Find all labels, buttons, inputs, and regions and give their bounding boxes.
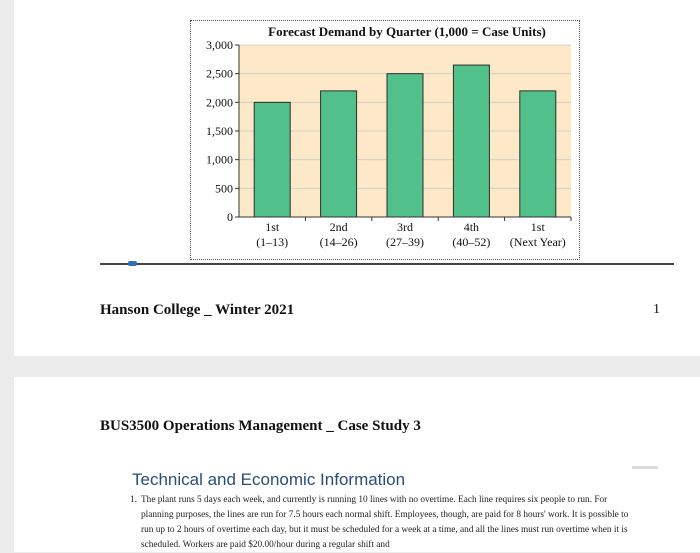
bar xyxy=(520,91,556,217)
section-heading: Technical and Economic Information xyxy=(132,470,406,489)
list-item xyxy=(132,493,632,553)
chart-title: Forecast Demand by Quarter (1,000 = Case Units) xyxy=(268,24,546,39)
x-tick-label: 3rd xyxy=(397,220,413,234)
y-tick-label: 3,000 xyxy=(206,38,233,52)
x-tick-label: 4th xyxy=(463,220,480,234)
x-tick-label: (Next Year) xyxy=(509,235,566,249)
x-tick-label: (14–26) xyxy=(319,235,358,249)
bar xyxy=(254,102,290,217)
x-axis xyxy=(239,217,571,249)
bar-chart-svg xyxy=(191,21,581,261)
x-tick-label: (40–52) xyxy=(452,235,491,249)
footer-divider xyxy=(100,263,674,265)
comment-tab xyxy=(632,466,658,469)
forecast-demand-chart xyxy=(190,20,580,260)
bar xyxy=(453,65,489,217)
x-tick-label: (27–39) xyxy=(386,235,424,249)
y-tick-label: 1,000 xyxy=(206,152,233,167)
y-tick-label: 0 xyxy=(227,210,233,224)
x-tick-label: 1st xyxy=(530,220,545,234)
course-title: BUS3500 Operations Management _ Case Study 3 xyxy=(100,418,421,434)
y-tick-label: 500 xyxy=(215,181,233,196)
page-number: 1 xyxy=(653,302,660,317)
footer-course-term: Hanson College _ Winter 2021 xyxy=(100,302,295,318)
list-item-text: The plant runs 5 days each week, and currently is running 10 lines with no overtime. Each line requires six people to run. For planning purposes, the lines are run for 7.5 hours each normal shift. Employees, though, are paid for 8 hours' work. It is possible to run up to 2 hours of overtime each day, but it must be scheduled for a week at a time, and all the lines must run overtime when it is scheduled. Workers are paid $20.00/hour during a regular shift and xyxy=(141,495,629,550)
x-tick-label: 1st xyxy=(265,220,280,234)
list-item-number: 1. xyxy=(130,495,137,505)
y-tick-label: 2,500 xyxy=(206,66,233,81)
document-page-1 xyxy=(14,0,700,356)
document-page-2 xyxy=(14,377,700,552)
x-tick-label: 2nd xyxy=(329,220,348,234)
y-tick-label: 2,000 xyxy=(206,95,233,110)
bar xyxy=(387,74,423,217)
y-axis xyxy=(206,38,239,224)
y-tick-label: 1,500 xyxy=(206,124,233,138)
cursor-marker xyxy=(128,261,137,266)
x-tick-label: (1–13) xyxy=(256,235,289,249)
bar xyxy=(321,91,357,217)
